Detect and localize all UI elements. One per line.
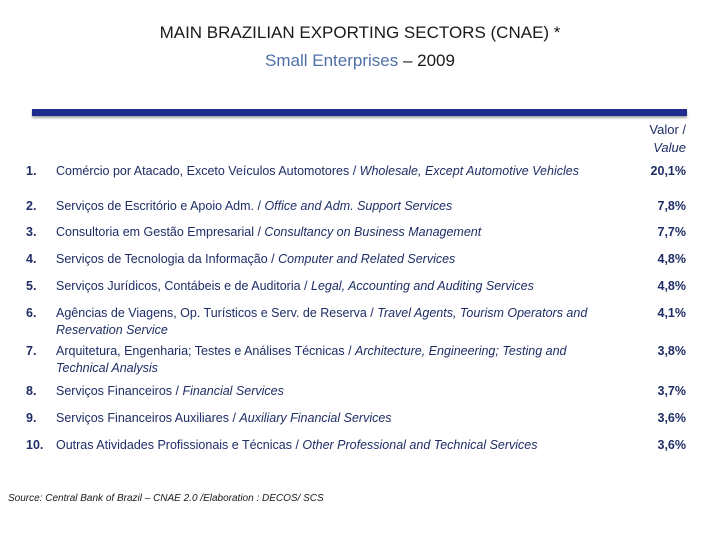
sector-rank: 10. — [26, 438, 44, 452]
sector-name-pt: Serviços de Escritório e Apoio Adm. — [56, 199, 255, 213]
sector-name-en: Legal, Accounting and Auditing Services — [311, 279, 534, 293]
sector-row — [0, 437, 720, 471]
sector-description — [56, 383, 616, 400]
page-subtitle — [0, 50, 720, 72]
sector-name-separator: / — [366, 306, 378, 320]
sector-name-separator: / — [172, 384, 183, 398]
sector-name-pt: Comércio por Atacado, Exceto Veículos Automotores — [56, 164, 350, 178]
sector-description — [56, 251, 616, 268]
sector-name-pt: Outras Atividades Profissionais e Técnicas — [56, 438, 292, 452]
sector-value: 4,8% — [657, 279, 686, 293]
sector-value: 3,8% — [657, 344, 686, 358]
sector-rank: 9. — [26, 411, 37, 425]
value-header-en: Value — [653, 140, 686, 155]
value-column-header — [649, 121, 686, 157]
sector-description — [56, 305, 616, 339]
sector-value: 3,7% — [657, 384, 686, 398]
sector-name-pt: Serviços Financeiros Auxiliares — [56, 411, 229, 425]
sector-name-en: Wholesale, Except Automotive Vehicles — [359, 164, 579, 178]
sector-rank: 5. — [26, 279, 37, 293]
sector-name-pt: Agências de Viagens, Op. Turísticos e Serv. de Reserva — [56, 306, 367, 320]
subtitle-enterprise-size: Small Enterprises — [265, 51, 399, 70]
sector-name-pt: Arquitetura, Engenharia; Testes e Análises Técnicas — [56, 344, 345, 358]
page-title: MAIN BRAZILIAN EXPORTING SECTORS (CNAE) * — [159, 23, 561, 42]
sector-rank: 1. — [26, 164, 37, 178]
sector-name-separator: / — [292, 438, 303, 452]
sector-name-en: Financial Services — [182, 384, 284, 398]
sector-rank: 4. — [26, 252, 37, 266]
sector-name-separator: / — [229, 411, 240, 425]
sector-name-en: Consultancy on Business Management — [264, 225, 482, 239]
sector-value: 3,6% — [657, 411, 686, 425]
sector-value: 7,7% — [657, 225, 686, 239]
sector-description — [56, 437, 616, 454]
sector-rank: 7. — [26, 344, 37, 358]
sector-value: 20,1% — [650, 164, 686, 178]
sector-value: 4,1% — [657, 306, 686, 320]
sector-description — [56, 163, 616, 180]
sector-name-separator: / — [254, 225, 265, 239]
sector-rank: 6. — [26, 306, 37, 320]
sector-name-separator: / — [344, 344, 356, 358]
sector-name-en: Auxiliary Financial Services — [239, 411, 392, 425]
sector-name-en: Other Professional and Technical Services — [302, 438, 538, 452]
sector-description — [56, 278, 616, 295]
sector-name-pt: Serviços Financeiros — [56, 384, 173, 398]
sector-name-separator: / — [267, 252, 279, 266]
sector-name-en: Travel Agents, Tourism Operators and Reservation Service — [56, 306, 588, 337]
sector-name-pt: Consultoria em Gestão Empresarial — [56, 225, 254, 239]
sector-rank: 3. — [26, 225, 37, 239]
value-header-pt: Valor / — [649, 122, 686, 137]
sector-name-separator: / — [254, 199, 265, 213]
sector-description — [56, 410, 616, 427]
sector-row — [0, 305, 720, 339]
sector-name-pt: Serviços de Tecnologia da Informação — [56, 252, 268, 266]
sector-name-en: Office and Adm. Support Services — [264, 199, 453, 213]
sector-name-separator: / — [300, 279, 311, 293]
sector-row — [0, 343, 720, 377]
sector-value: 7,8% — [657, 199, 686, 213]
subtitle-year: – 2009 — [398, 51, 455, 70]
sector-row — [0, 163, 720, 197]
sector-description — [56, 343, 616, 377]
sector-rank: 2. — [26, 199, 37, 213]
sector-rank: 8. — [26, 384, 37, 398]
source-note: Source: Central Bank of Brazil – CNAE 2.0 /Elaboration : DECOS/ SCS — [8, 493, 324, 504]
sector-description — [56, 224, 616, 241]
sector-name-en: Computer and Related Services — [278, 252, 456, 266]
sector-value: 4,8% — [657, 252, 686, 266]
sector-value: 3,6% — [657, 438, 686, 452]
sector-name-pt: Serviços Jurídicos, Contábeis e de Auditoria — [56, 279, 301, 293]
header-rule — [32, 109, 687, 116]
sector-name-separator: / — [349, 164, 360, 178]
sector-name-en: Architecture, Engineering; Testing and Technical Analysis — [56, 344, 567, 375]
sector-description — [56, 198, 616, 215]
